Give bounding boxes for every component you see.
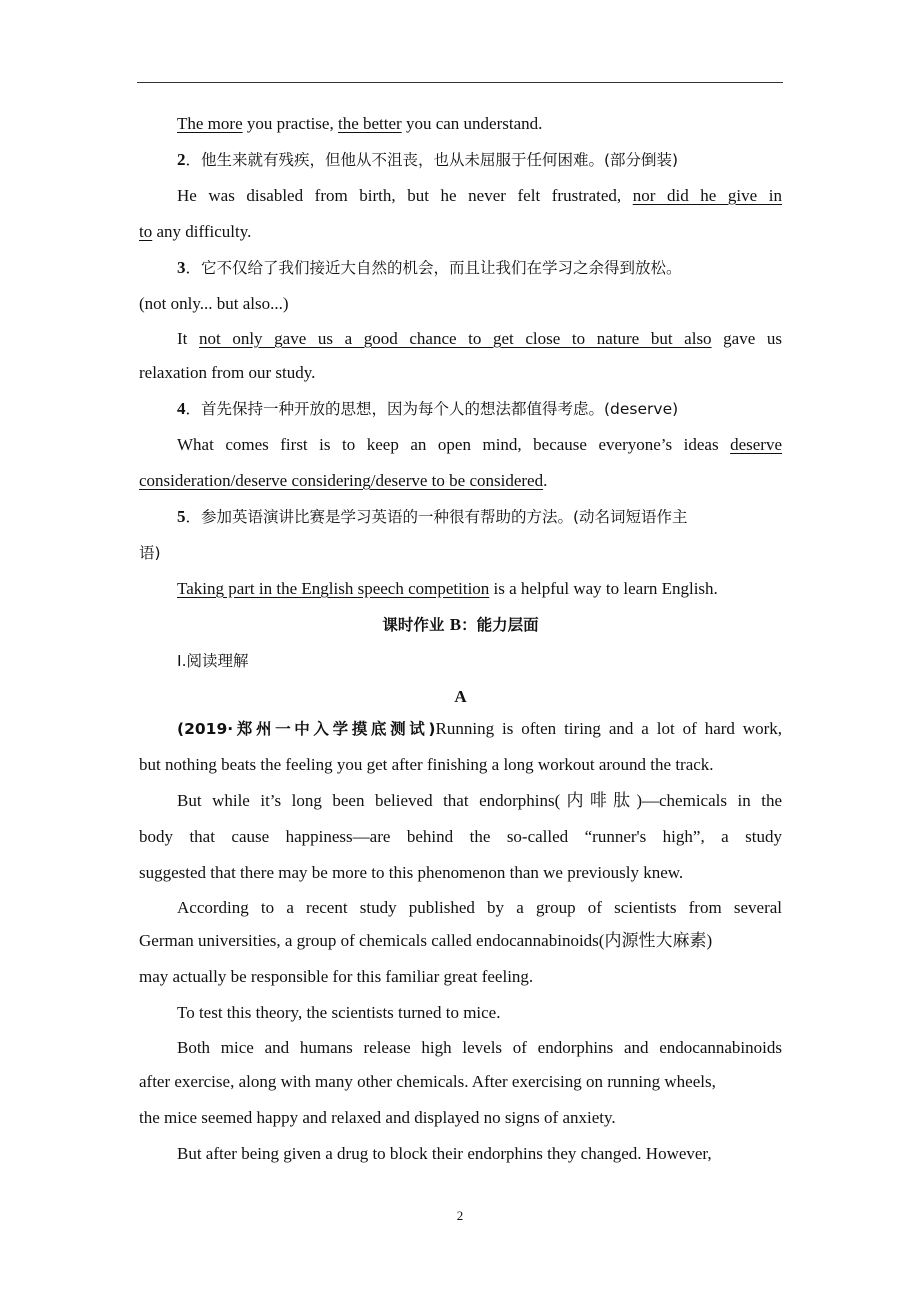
answer-blank: consideration/deserve considering/deserve to be considered: [139, 471, 544, 490]
item5-prompt: 5．参加英语演讲比赛是学习英语的一种很有帮助的方法。(动名词短语作主: [177, 507, 688, 526]
passage-line-5: suggested that there may be more to this phenomenon than we previously knew.: [139, 863, 684, 882]
item3-prompt: 3．它不仅给了我们接近大自然的机会，而且让我们在学习之余得到放松。: [177, 258, 682, 277]
passage-line-13: But after being given a drug to block their endorphins they changed. However,: [177, 1144, 712, 1163]
section-title: 课时作业 B：能力层面: [382, 615, 539, 634]
item2-answer-line1: He was disabled from birth, but he never felt frustrated, nor did he give in: [177, 186, 782, 205]
answer-blank: The more: [177, 114, 243, 133]
item5-answer: Taking part in the English speech competition is a helpful way to learn English.: [177, 579, 718, 598]
passage-line-7: German universities, a group of chemicals called endocannabinoids(内源性大麻素): [139, 931, 713, 950]
item4-prompt: 4．首先保持一种开放的思想，因为每个人的想法都值得考虑。(deserve): [177, 399, 679, 418]
item3-answer-line2: relaxation from our study.: [139, 363, 316, 382]
answer-blank: deserve: [730, 435, 782, 454]
passage-line-1: (2019·郑州一中入学摸底测试)Running is often tiring and a lot of hard work,: [177, 719, 782, 738]
header-rule: [137, 82, 783, 83]
passage-line-8: may actually be responsible for this familiar great feeling.: [139, 967, 534, 986]
passage-line-3: But while it’s long been believed that endorphins(内啡肽)—chemicals in the: [177, 791, 782, 810]
passage-line-12: the mice seemed happy and relaxed and displayed no signs of anxiety.: [139, 1108, 616, 1127]
answer-blank: to: [139, 222, 153, 241]
item-number: 4: [177, 399, 186, 418]
item3-answer-line1: It not only gave us a good chance to get close to nature but also gave us: [177, 329, 782, 348]
answer-blank: the better: [337, 114, 402, 133]
item2-answer-line2: to any difficulty.: [139, 222, 252, 241]
passage-line-2: but nothing beats the feeling you get after finishing a long workout around the track.: [139, 755, 714, 774]
answer-blank: nor did he give in: [632, 186, 782, 205]
source-citation: (2019·郑州一中入学摸底测试): [177, 720, 436, 738]
item4-answer-line2: consideration/deserve considering/deserve to be considered.: [139, 471, 548, 490]
item-number: 5: [177, 507, 186, 526]
passage-line-4: body that cause happiness—are behind the so-called “runner's high”, a study: [139, 827, 782, 846]
passage-line-6: According to a recent study published by a group of scientists from several: [177, 898, 782, 917]
passage-label: A: [454, 687, 467, 706]
page-number: 2: [456, 1208, 464, 1223]
item3-hint: (not only... but also...): [139, 294, 289, 313]
passage-line-11: after exercise, along with many other chemicals. After exercising on running wheels,: [139, 1072, 716, 1091]
item4-answer-line1: What comes first is to keep an open mind, because everyone’s ideas deserve: [177, 435, 782, 454]
passage-line-9: To test this theory, the scientists turned to mice.: [177, 1003, 501, 1022]
part-label: Ⅰ.阅读理解: [177, 652, 249, 670]
item5-prompt-cont: 语): [139, 544, 161, 562]
answer-blank: Taking part in the English speech competition: [177, 579, 490, 598]
item1-answer: The more you practise, the better you can understand.: [177, 114, 543, 133]
passage-line-10: Both mice and humans release high levels of endorphins and endocannabinoids: [177, 1038, 782, 1057]
item-number: 2: [177, 150, 186, 169]
item2-prompt: 2．他生来就有残疾，但他从不沮丧，也从未屈服于任何困难。(部分倒装): [177, 150, 679, 169]
item-number: 3: [177, 258, 186, 277]
answer-blank: not only gave us a good chance to get close to nature but also: [199, 329, 712, 348]
